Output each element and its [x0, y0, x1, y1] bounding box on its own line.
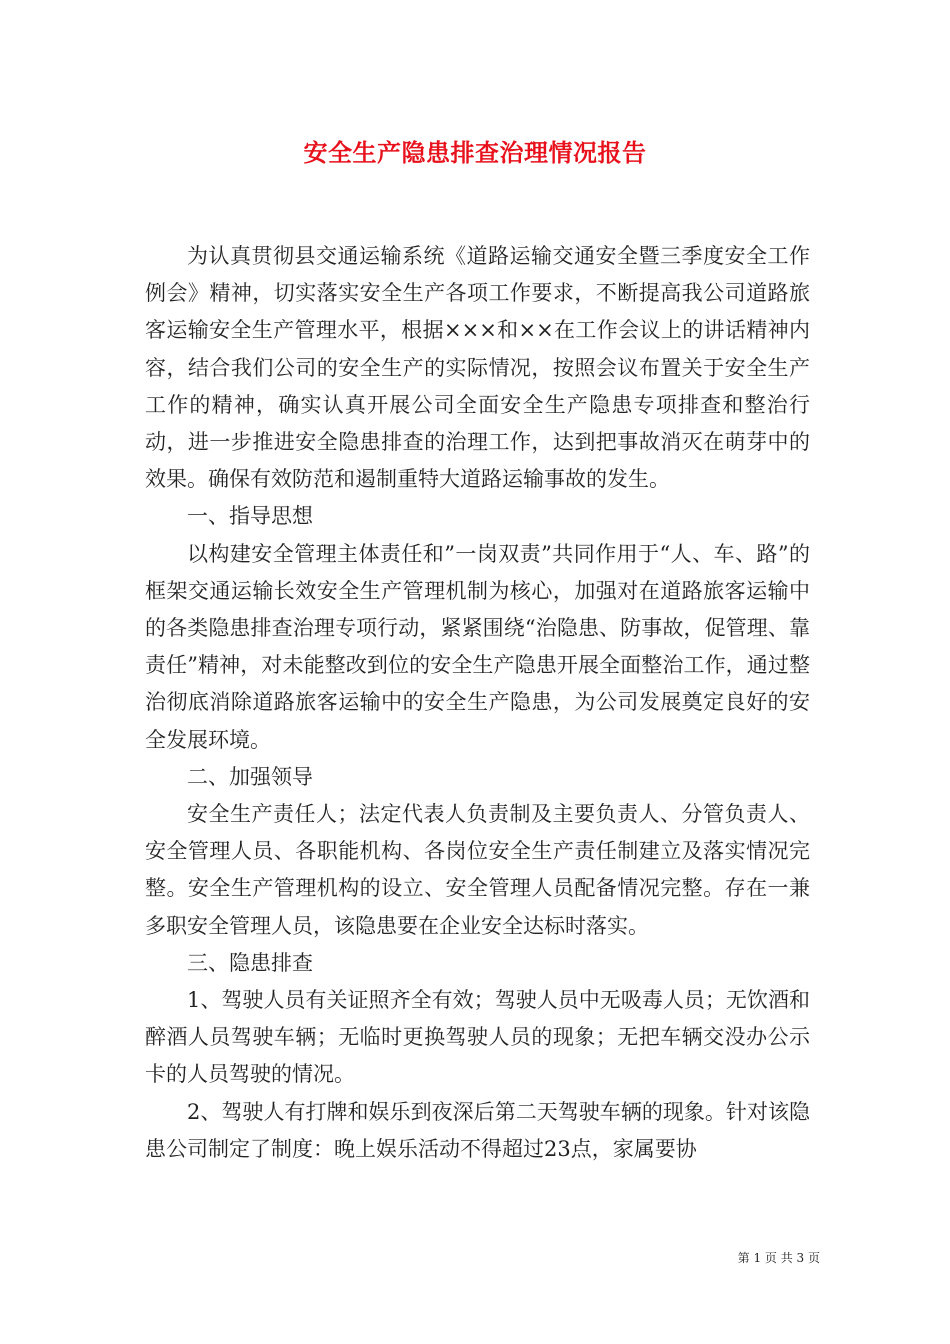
section-heading-guiding-ideology: 一、指导思想 — [187, 504, 313, 529]
section-heading-hazard-inspection: 三、隐患排查 — [187, 950, 313, 975]
paragraph-hazard-item-2: 2、驾驶人有打牌和娱乐到夜深后第二天驾驶车辆的现象。针对该隐患公司制定了制度：晚上娱乐活动不得超过23点，家属要协 — [145, 1099, 810, 1161]
paragraph-leadership: 安全生产责任人；法定代表人负责制及主要负责人、分管负责人、安全管理人员、各职能机构、各岗位安全生产责任制建立及落实情况完整。安全生产管理机构的设立、安全管理人员配备情况完整。存在一兼多职安全管理人员，该隐患要在企业安全达标时落实。 — [145, 802, 810, 938]
paragraph-intro: 为认真贯彻县交通运输系统《道路运输交通安全暨三季度安全工作例会》精神，切实落实安全生产各项工作要求，不断提高我公司道路旅客运输安全生产管理水平，根据×××和××在工作会议上的讲话精神内容，结合我们公司的安全生产的实际情况，按照会议布置关于安全生产工作的精神，确实认真开展公司全面安全生产隐患专项排查和整治行动，进一步推进安全隐患排查的治理工作，达到把事故消灭在萌芽中的效果。确保有效防范和遏制重特大道路运输事故的发生。 — [145, 244, 810, 492]
document-title: 安全生产隐患排查治理情况报告 — [303, 138, 647, 167]
paragraph-guiding-ideology: 以构建安全管理主体责任和”一岗双责”共同作用于“人、车、路”的框架交通运输长效安全生产管理机制为核心，加强对在道路旅客运输中的各类隐患排查治理专项行动，紧紧围绕“治隐患、防事故，促管理、靠责任”精神，对未能整改到位的安全生产隐患开展全面整治工作，通过整治彻底消除道路旅客运输中的安全生产隐患，为公司发展奠定良好的安全发展环境。 — [145, 541, 810, 752]
page-number-footer: 第 1 页 共 3 页 — [737, 1251, 820, 1265]
document-body — [145, 238, 810, 1168]
section-heading-leadership: 二、加强领导 — [187, 764, 313, 789]
paragraph-hazard-item-1: 1、驾驶人员有关证照齐全有效；驾驶人员中无吸毒人员；无饮酒和醉酒人员驾驶车辆；无临时更换驾驶人员的现象；无把车辆交没办公示卡的人员驾驶的情况。 — [145, 988, 810, 1087]
